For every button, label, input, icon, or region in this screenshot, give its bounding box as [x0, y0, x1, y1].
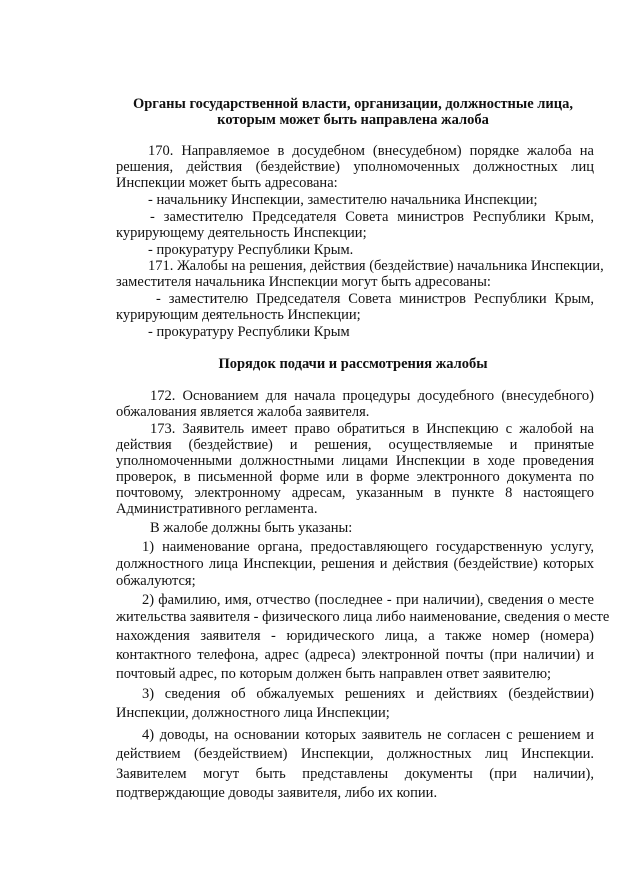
- paragraph-line: действия (бездействие) и решения, осуществляемые и принятые: [116, 437, 594, 453]
- list-item: обжалуются;: [116, 573, 196, 589]
- paragraph-line: проверок, в письменной форме или в форме электронного документа по: [116, 469, 594, 485]
- list-item: жительства заявителя - физического лица либо наименование, сведения о месте: [116, 609, 610, 625]
- list-item: 3) сведения об обжалуемых решениях и действиях (бездействии): [142, 686, 594, 702]
- list-item: - прокуратуру Республики Крым.: [148, 242, 354, 258]
- list-item: подтверждающие доводы заявителя, либо их копии.: [116, 785, 438, 801]
- list-item: почтовый адрес, по которым должен быть направлен ответ заявителю;: [116, 666, 552, 682]
- paragraph-line: 171. Жалобы на решения, действия (бездействие) начальника Инспекции,: [148, 258, 604, 274]
- paragraph-line: Административного регламента.: [116, 501, 318, 517]
- list-item: контактного телефона, адрес (адреса) электронной почты (при наличии) и: [116, 647, 594, 663]
- paragraph-line: почтовому, электронному адресам, указанным в пункте 8 настоящего: [116, 485, 594, 501]
- list-item: должностного лица Инспекции, решения и действия (бездействие) которых: [116, 556, 594, 572]
- section-title-line: Органы государственной власти, организации, должностные лица,: [132, 96, 574, 112]
- list-item: курирующим деятельность Инспекции;: [116, 307, 361, 323]
- paragraph-line: решения, действия (бездействие) уполномоченных должностных лиц: [116, 159, 594, 175]
- list-item: - прокуратуру Республики Крым: [148, 324, 350, 340]
- list-item: Инспекции, должностного лица Инспекции;: [116, 705, 390, 721]
- list-item: 2) фамилию, имя, отчество (последнее - при наличии), сведения о месте: [142, 592, 594, 608]
- list-intro: В жалобе должны быть указаны:: [150, 520, 353, 536]
- list-item: - начальнику Инспекции, заместителю начальника Инспекции;: [148, 192, 538, 208]
- list-item: 1) наименование органа, предоставляющего государственную услугу,: [142, 539, 594, 555]
- list-item: - заместителю Председателя Совета министров Республики Крым,: [156, 291, 594, 307]
- paragraph-line: 172. Основанием для начала процедуры досудебного (внесудебного): [150, 388, 594, 404]
- list-item: Заявителем могут быть представлены документы (при наличии),: [116, 766, 594, 782]
- list-item: нахождения заявителя - юридического лица, а также номер (номера): [116, 628, 594, 644]
- paragraph-line: обжалования является жалоба заявителя.: [116, 404, 370, 420]
- paragraph-line: Инспекции может быть адресована:: [116, 175, 338, 191]
- paragraph-line: 170. Направляемое в досудебном (внесудебном) порядке жалоба на: [148, 143, 594, 159]
- list-item: курирующему деятельность Инспекции;: [116, 225, 367, 241]
- section-title: Порядок подачи и рассмотрения жалобы: [218, 356, 488, 372]
- paragraph-line: заместителя начальника Инспекции могут быть адресованы:: [116, 274, 491, 290]
- section-title-line: которым может быть направлена жалоба: [217, 112, 489, 128]
- list-item: - заместителю Председателя Совета министров Республики Крым,: [150, 209, 594, 225]
- list-item: действием (бездействием) Инспекции, должностных лиц Инспекции.: [116, 746, 594, 762]
- paragraph-line: уполномоченными должностными лицами Инспекции в ходе проведения: [116, 453, 594, 469]
- list-item: 4) доводы, на основании которых заявитель не согласен с решением и: [142, 727, 594, 743]
- paragraph-line: 173. Заявитель имеет право обратиться в Инспекцию с жалобой на: [150, 421, 594, 437]
